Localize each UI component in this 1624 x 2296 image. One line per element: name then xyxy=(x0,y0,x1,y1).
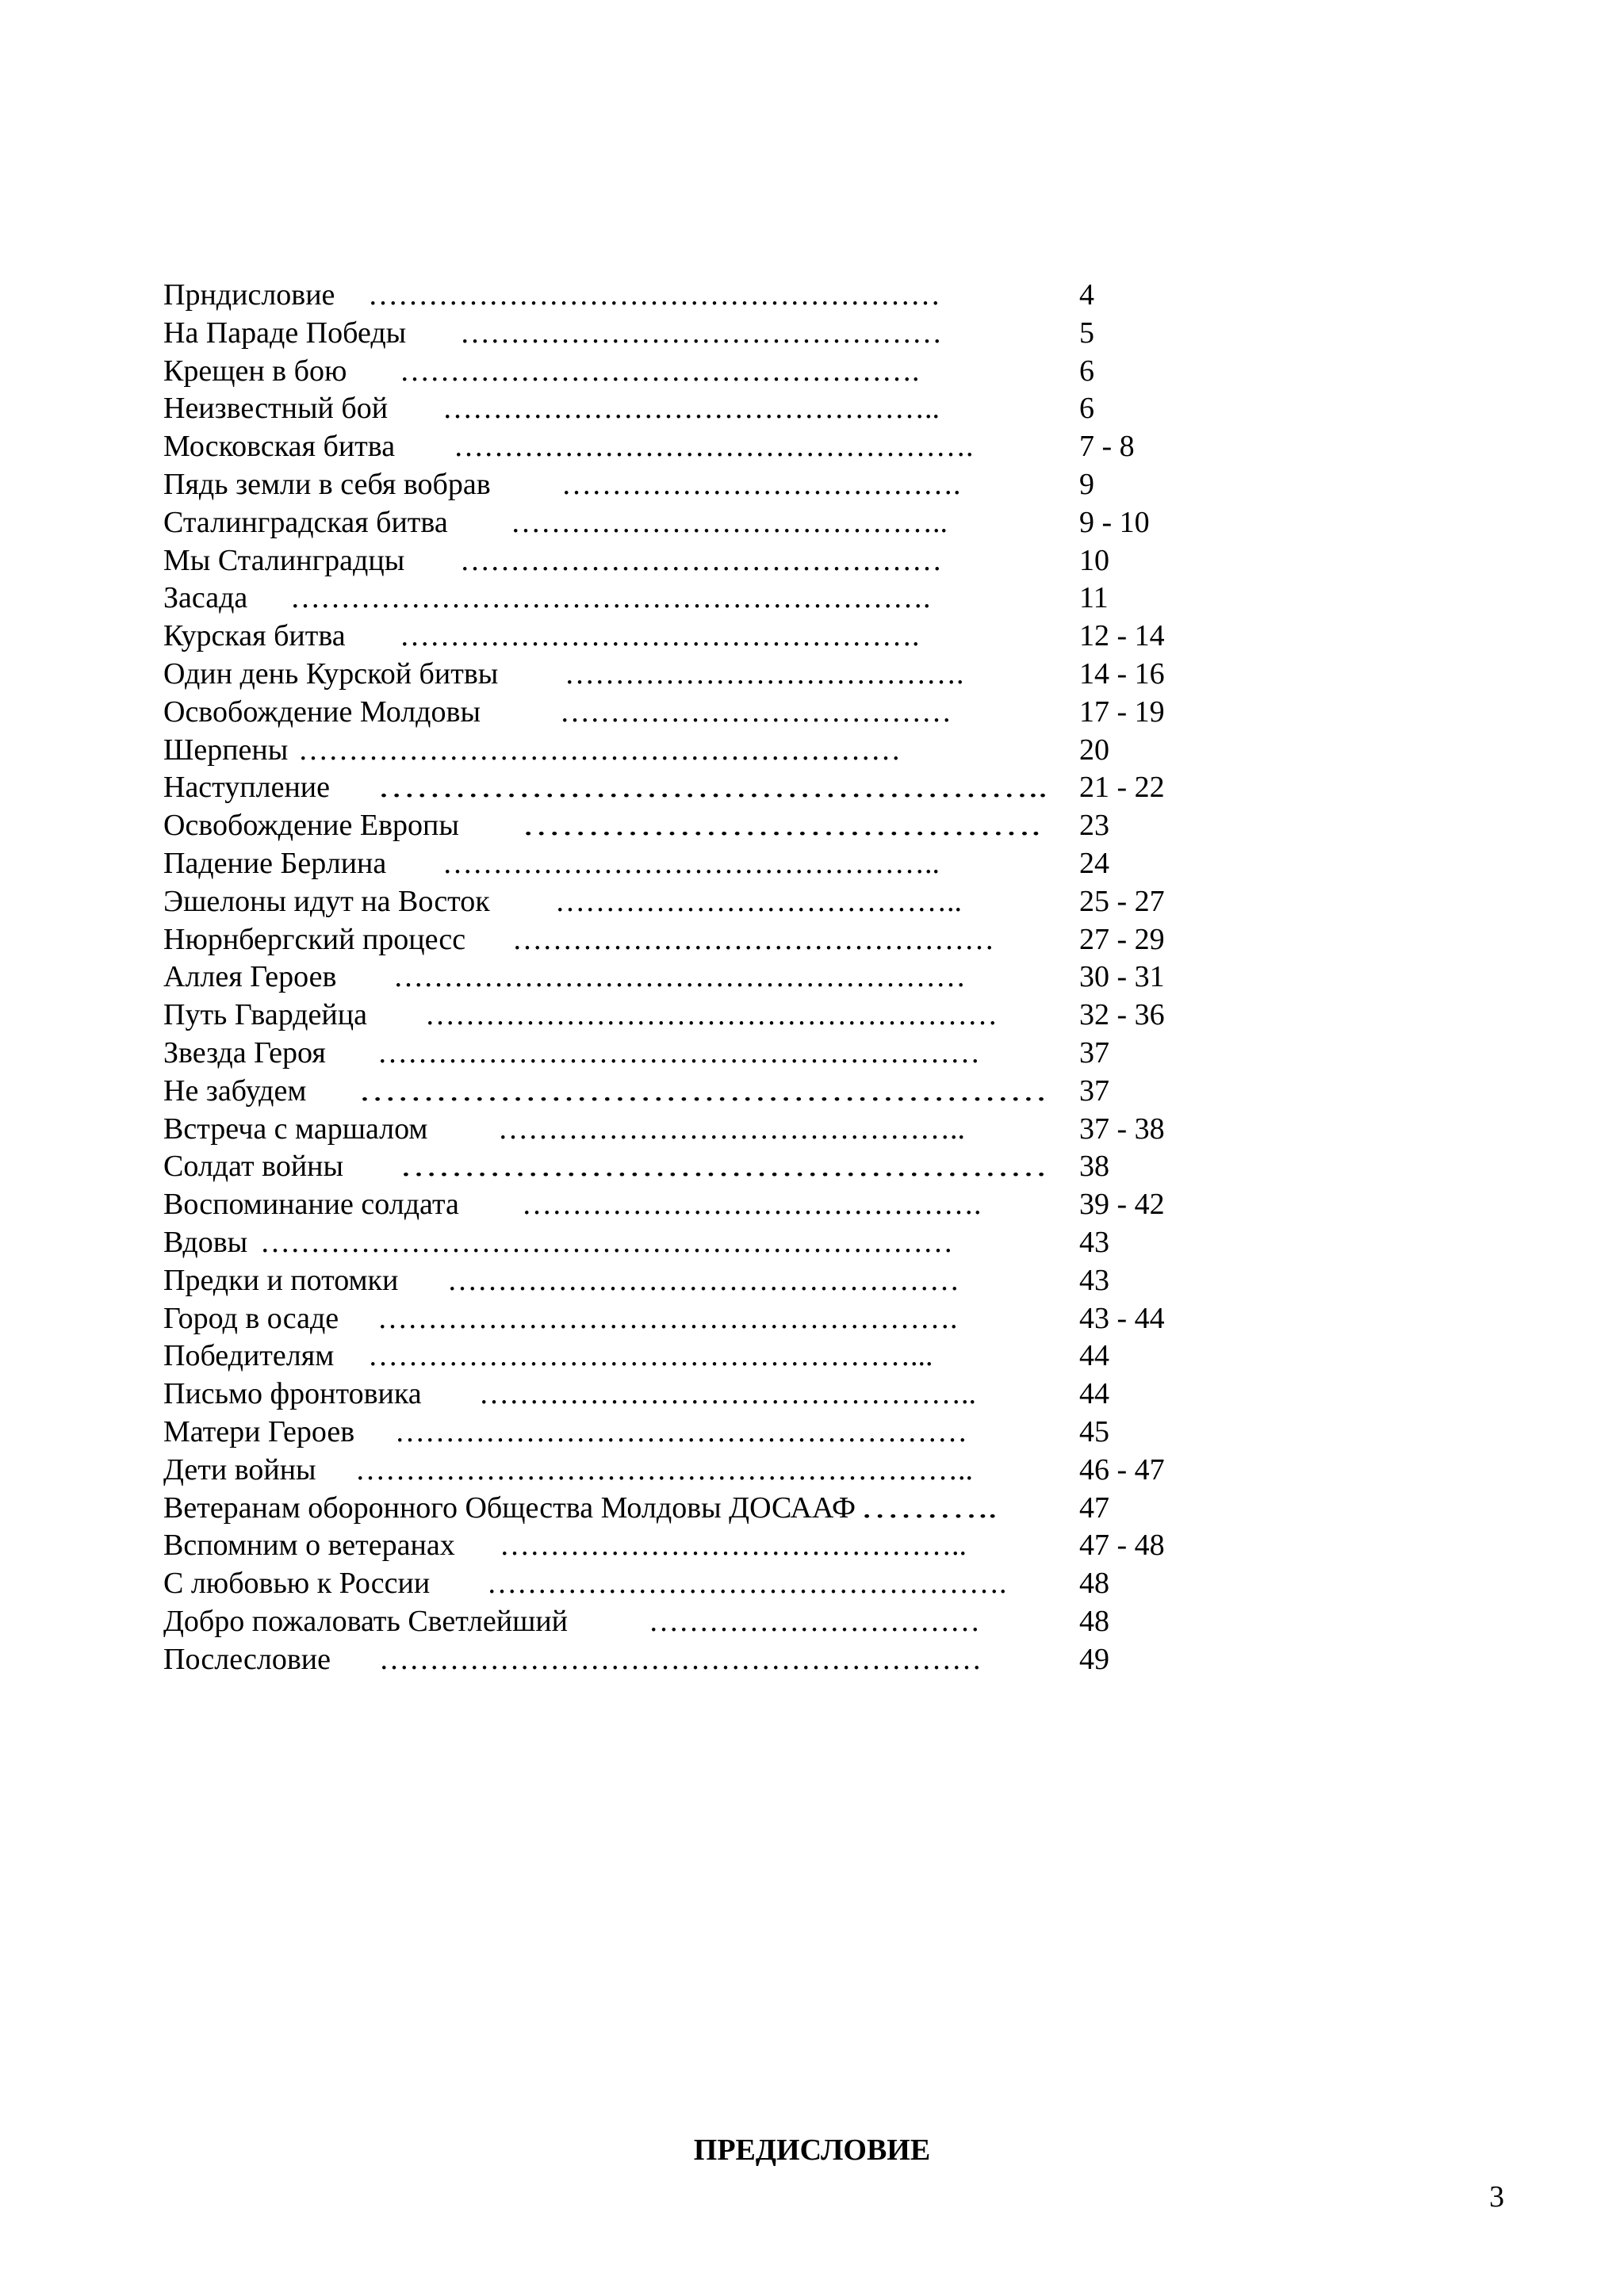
toc-entry-leader-dots: ……………………………………………… xyxy=(358,1073,1048,1108)
toc-entry xyxy=(163,1337,1194,1376)
toc-entry xyxy=(163,1073,1194,1111)
toc-entry-title: Наступление xyxy=(163,771,330,805)
toc-entry-title: Звезда Героя xyxy=(163,1035,326,1070)
toc-entry-title: Вспомним о ветеранах xyxy=(163,1529,455,1563)
toc-entry xyxy=(163,1111,1194,1149)
toc-entry-title: Воспоминание солдата xyxy=(163,1188,459,1222)
toc-entry xyxy=(163,1186,1194,1224)
toc-entry-title: Освобождение Молдовы xyxy=(163,695,481,729)
toc-entry-page: 27 - 29 xyxy=(1079,922,1165,956)
toc-entry-page: 47 xyxy=(1079,1490,1109,1525)
toc-entry-page: 46 - 47 xyxy=(1079,1452,1165,1487)
toc-entry xyxy=(163,959,1194,997)
toc-entry-leader-dots: ……….. xyxy=(860,1490,998,1525)
toc-entry-page: 44 xyxy=(1079,1339,1109,1373)
toc-entry xyxy=(163,1527,1194,1565)
toc-entry-leader-dots: ………………………………………… xyxy=(460,316,942,350)
toc-entry-leader-dots: ………………………………………………… xyxy=(393,960,966,994)
toc-entry xyxy=(163,618,1194,656)
toc-entry xyxy=(163,1262,1194,1300)
toc-entry-title: Пядь земли в себя вобрав xyxy=(163,467,491,501)
toc-entry-page: 43 - 44 xyxy=(1079,1301,1165,1335)
toc-entry-title: Дети войны xyxy=(163,1452,316,1487)
toc-entry-page: 45 xyxy=(1079,1414,1109,1448)
toc-entry xyxy=(163,1376,1194,1414)
toc-entry xyxy=(163,390,1194,428)
toc-entry-leader-dots: …………………………………………………………… xyxy=(260,1225,953,1259)
toc-entry-page: 39 - 42 xyxy=(1079,1188,1165,1222)
toc-entry xyxy=(163,353,1194,391)
toc-entry-title: Победителям xyxy=(163,1339,335,1373)
toc-entry-leader-dots: …………………………………………… xyxy=(400,1150,1048,1184)
toc-entry-leader-dots: ………………………………………………… xyxy=(368,278,940,312)
toc-entry xyxy=(163,1490,1194,1528)
toc-entry-leader-dots: …………………………………………………….. xyxy=(355,1452,973,1487)
toc-entry-page: 7 - 8 xyxy=(1079,430,1135,464)
toc-entry-title: Падение Берлина xyxy=(163,846,387,880)
toc-entry-title: Письмо фронтовика xyxy=(163,1377,422,1411)
toc-entry-page: 24 xyxy=(1079,846,1109,880)
toc-entry-title: Московская битва xyxy=(163,430,396,464)
toc-entry-title: Добро пожаловать Светлейший xyxy=(163,1604,569,1638)
toc-entry-leader-dots: ………………………………………… xyxy=(512,922,994,956)
toc-entry-page: 9 xyxy=(1079,467,1094,501)
toc-entry-page: 48 xyxy=(1079,1604,1109,1638)
toc-entry-page: 14 - 16 xyxy=(1079,656,1165,691)
toc-entry xyxy=(163,466,1194,504)
toc-entry xyxy=(163,1300,1194,1338)
toc-entry-title: Нюрнбергский процесс xyxy=(163,922,466,956)
toc-entry-title: Шерпены xyxy=(163,733,289,767)
toc-entry xyxy=(163,997,1194,1035)
toc-entry-page: 11 xyxy=(1079,581,1109,615)
toc-entry-leader-dots: ……………………………………………. xyxy=(400,354,920,388)
toc-entry-leader-dots: ………………………………………………… xyxy=(425,998,998,1032)
toc-entry-title: Засада xyxy=(163,581,248,615)
toc-entry xyxy=(163,769,1194,807)
toc-entry-leader-dots: ………………………………………. xyxy=(522,1188,982,1222)
toc-entry xyxy=(163,694,1194,732)
toc-entry xyxy=(163,277,1194,315)
toc-entry xyxy=(163,1414,1194,1452)
toc-entry-page: 37 xyxy=(1079,1035,1109,1070)
toc-entry-leader-dots: ……………………………………………. xyxy=(400,619,920,653)
toc-entry-page: 47 - 48 xyxy=(1079,1529,1165,1563)
toc-entry xyxy=(163,1603,1194,1641)
toc-entry-page: 38 xyxy=(1079,1150,1109,1184)
toc-entry-title: Аллея Героев xyxy=(163,960,337,994)
toc-entry-page: 43 xyxy=(1079,1263,1109,1297)
toc-entry-page: 10 xyxy=(1079,543,1109,577)
toc-entry-title: Путь Гвардейца xyxy=(163,998,367,1032)
toc-entry-title: Солдат войны xyxy=(163,1150,344,1184)
toc-entry xyxy=(163,580,1194,618)
toc-entry xyxy=(163,1224,1194,1262)
toc-entry-title: С любовью к России xyxy=(163,1567,431,1601)
toc-entry-leader-dots: ………………………………………………………. xyxy=(290,581,931,615)
toc-entry-title: Матери Героев xyxy=(163,1414,355,1448)
toc-entry xyxy=(163,315,1194,353)
toc-entry-page: 20 xyxy=(1079,733,1109,767)
toc-entry-title: Один день Курской битвы xyxy=(163,656,499,691)
toc-entry-page: 43 xyxy=(1079,1225,1109,1259)
toc-entry-leader-dots: ………………………………………………… xyxy=(395,1414,967,1448)
toc-entry-leader-dots: ………………………………………….. xyxy=(479,1377,976,1411)
toc-entry-page: 37 xyxy=(1079,1073,1109,1108)
toc-entry-page: 48 xyxy=(1079,1567,1109,1601)
toc-entry xyxy=(163,883,1194,921)
toc-entry-page: 4 xyxy=(1079,278,1094,312)
toc-entry-leader-dots: …………………………………………….. xyxy=(377,771,1048,805)
toc-entry-title: Курская битва xyxy=(163,619,346,653)
toc-entry xyxy=(163,845,1194,883)
toc-entry-page: 6 xyxy=(1079,354,1094,388)
section-heading: ПРЕДИСЛОВИЕ xyxy=(693,2133,931,2167)
toc-entry-title: Вдовы xyxy=(163,1225,248,1259)
toc-entry-leader-dots: ……………………………………………. xyxy=(487,1567,1007,1601)
toc-entry-title: Неизвестный бой xyxy=(163,392,389,426)
toc-entry-leader-dots: ………………………………… xyxy=(560,695,952,729)
toc-entry-page: 44 xyxy=(1079,1377,1109,1411)
toc-entry-title: Эшелоны идут на Восток xyxy=(163,884,490,918)
toc-entry-title: Предки и потомки xyxy=(163,1263,399,1297)
toc-entry-title: Мы Сталинградцы xyxy=(163,543,405,577)
toc-entry-page: 17 - 19 xyxy=(1079,695,1165,729)
toc-entry-leader-dots: ……………………………………….. xyxy=(500,1529,967,1563)
toc-entry-leader-dots: …………………………………………………… xyxy=(298,733,901,767)
toc-entry-title: Сталинградская битва xyxy=(163,505,448,539)
toc-entry-title: Встреча с маршалом xyxy=(163,1112,428,1146)
toc-entry-leader-dots: …………………………………………………… xyxy=(377,1035,980,1070)
toc-entry xyxy=(163,807,1194,845)
toc-entry xyxy=(163,732,1194,770)
toc-entry-leader-dots: ………………………………………….. xyxy=(442,392,940,426)
toc-entry xyxy=(163,656,1194,694)
toc-entry-leader-dots: ……………………………………….. xyxy=(498,1112,965,1146)
toc-entry-page: 32 - 36 xyxy=(1079,998,1165,1032)
toc-entry-page: 25 - 27 xyxy=(1079,884,1165,918)
toc-entry-page: 49 xyxy=(1079,1642,1109,1676)
toc-entry-title: Ветеранам оборонного Общества Молдовы ДОСААФ xyxy=(163,1490,856,1525)
toc-entry xyxy=(163,1641,1194,1679)
toc-entry-leader-dots: …………………………………. xyxy=(522,809,1041,843)
toc-entry-page: 37 - 38 xyxy=(1079,1112,1165,1146)
toc-entry xyxy=(163,1035,1194,1073)
page-number: 3 xyxy=(1489,2180,1504,2214)
toc-entry-leader-dots: ………………………………………… xyxy=(460,543,942,577)
toc-entry-leader-dots: ………………………………………….. xyxy=(442,846,940,880)
toc-entry-leader-dots: ………………………………………………... xyxy=(368,1339,933,1373)
toc-entry-page: 9 - 10 xyxy=(1079,505,1150,539)
toc-entry-title: Крещен в бою xyxy=(163,354,347,388)
toc-entry-leader-dots: ……………………………………………. xyxy=(454,430,974,464)
toc-entry-title: Освобождение Европы xyxy=(163,809,459,843)
toc-entry xyxy=(163,1565,1194,1603)
toc-entry-leader-dots: …………………………………. xyxy=(561,467,961,501)
toc-entry-leader-dots: …………………………………….. xyxy=(511,505,948,539)
toc-entry-title: Послесловие xyxy=(163,1642,331,1676)
toc-entry-page: 30 - 31 xyxy=(1079,960,1165,994)
toc-entry xyxy=(163,542,1194,580)
toc-entry xyxy=(163,1148,1194,1186)
toc-entry-leader-dots: ………………………………….. xyxy=(555,884,962,918)
toc-entry-title: На Параде Победы xyxy=(163,316,407,350)
toc-entry-leader-dots: …………………………………………………… xyxy=(379,1642,982,1676)
toc-entry-title: Город в осаде xyxy=(163,1301,339,1335)
toc-entry-page: 12 - 14 xyxy=(1079,619,1165,653)
toc-entry-leader-dots: …………………………………. xyxy=(565,656,964,691)
toc-entry xyxy=(163,921,1194,959)
toc-entry xyxy=(163,504,1194,542)
toc-entry-title: Прндисловие xyxy=(163,278,335,312)
table-of-contents xyxy=(163,277,1194,1678)
toc-entry-page: 23 xyxy=(1079,809,1109,843)
toc-entry-leader-dots: …………………………… xyxy=(649,1604,980,1638)
toc-entry xyxy=(163,1452,1194,1490)
toc-entry-page: 21 - 22 xyxy=(1079,771,1165,805)
toc-entry-title: Не забудем xyxy=(163,1073,307,1108)
toc-entry-leader-dots: …………………………………………… xyxy=(447,1263,959,1297)
toc-entry xyxy=(163,428,1194,466)
toc-entry-page: 6 xyxy=(1079,392,1094,426)
toc-entry-leader-dots: …………………………………………………. xyxy=(377,1301,958,1335)
toc-entry-page: 5 xyxy=(1079,316,1094,350)
